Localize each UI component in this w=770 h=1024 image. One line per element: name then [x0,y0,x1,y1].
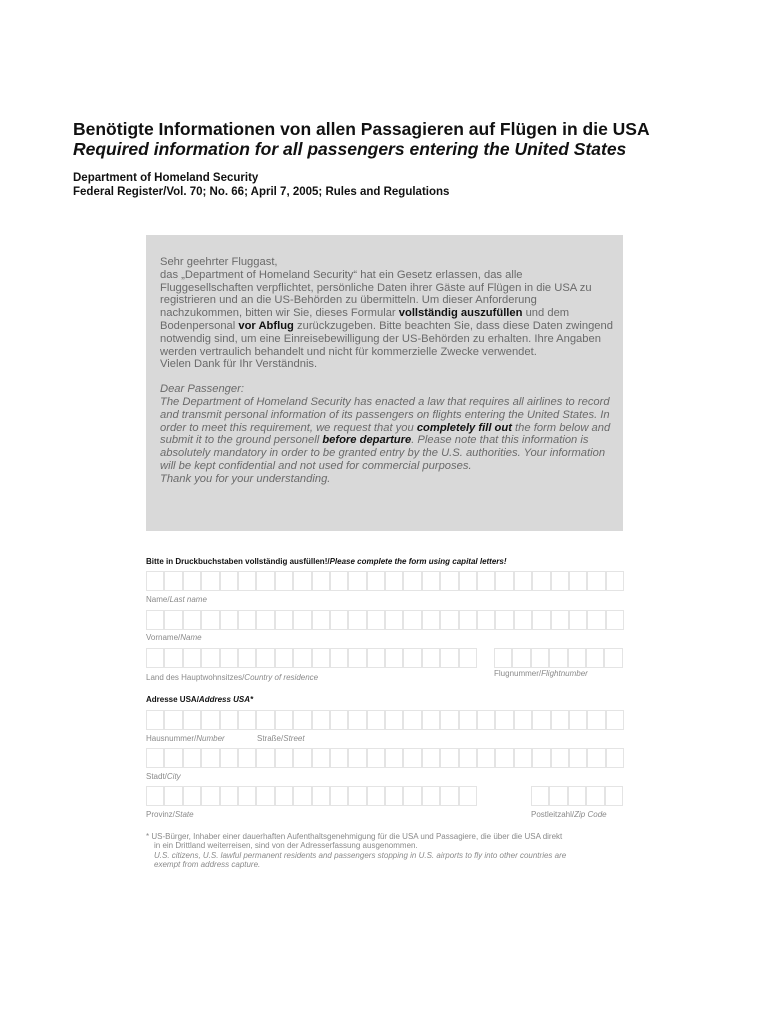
letter-box[interactable] [549,648,567,668]
letter-box[interactable] [586,786,604,806]
zip-code-boxes[interactable] [531,786,623,806]
letter-box[interactable] [587,710,605,730]
letter-box[interactable] [164,571,182,591]
letter-box[interactable] [367,571,385,591]
letter-box[interactable] [312,710,330,730]
emphasis-before-departure-en: before departure [322,434,412,447]
letter-box[interactable] [367,648,385,668]
letter-box[interactable] [293,748,311,768]
letter-box[interactable] [440,610,458,630]
letter-box[interactable] [146,748,164,768]
letter-box[interactable] [568,786,586,806]
last-name-boxes[interactable] [146,571,624,591]
letter-box[interactable] [494,648,512,668]
thanks-german: Vielen Dank für Ihr Verständnis. [160,358,318,371]
letter-box[interactable] [385,710,403,730]
letter-box[interactable] [293,571,311,591]
letter-box[interactable] [477,571,495,591]
letter-box[interactable] [532,571,550,591]
letter-box[interactable] [422,786,440,806]
title-german: Benötigte Informationen von allen Passagieren auf Flügen in die USA [73,119,650,139]
letter-box[interactable] [477,710,495,730]
letter-box[interactable] [514,610,532,630]
letter-box[interactable] [440,786,458,806]
letter-box[interactable] [238,610,256,630]
letter-box[interactable] [164,610,182,630]
letter-box[interactable] [164,786,182,806]
letter-box[interactable] [201,571,219,591]
letter-box[interactable] [459,610,477,630]
letter-box[interactable] [293,710,311,730]
letter-box[interactable] [164,648,182,668]
letter-box[interactable] [238,648,256,668]
letter-box[interactable] [256,648,274,668]
letter-box[interactable] [403,786,421,806]
letter-box[interactable] [514,710,532,730]
first-name-boxes[interactable] [146,610,624,630]
emphasis-before-departure-de: vor Abflug [238,319,294,332]
letter-box[interactable] [293,648,311,668]
letter-box[interactable] [586,648,604,668]
letter-box[interactable] [569,710,587,730]
letter-box[interactable] [348,786,366,806]
letter-box[interactable] [569,610,587,630]
letter-box[interactable] [385,571,403,591]
letter-box[interactable] [385,748,403,768]
letter-box[interactable] [348,710,366,730]
letter-box[interactable] [312,571,330,591]
letter-box[interactable] [440,571,458,591]
letter-box[interactable] [330,710,348,730]
letter-box[interactable] [293,786,311,806]
letter-box[interactable] [256,748,274,768]
address-section-heading: Adresse USA/Address USA* [146,695,254,704]
address-footnote: * US-Bürger, Inhaber einer dauerhaften Aufenthaltsgenehmigung für die USA und Passagiere, die über die USA direkt in ein Drittland weiterreisen, sind von der Adresserfassung ausgenommen. U.S. citizens, U.S. lawful permanent residents and passengers stopping in U.S. airports to fly into other countries are exempt from address capture. [146,832,567,870]
letter-box[interactable] [183,710,201,730]
flight-number-boxes[interactable] [494,648,623,668]
letter-box[interactable] [385,786,403,806]
letter-box[interactable] [348,748,366,768]
title-english: Required information for all passengers entering the United States [73,139,627,159]
letter-box[interactable] [256,610,274,630]
letter-box[interactable] [330,648,348,668]
letter-box[interactable] [512,648,530,668]
state-boxes[interactable] [146,786,477,806]
letter-box[interactable] [183,571,201,591]
letter-box[interactable] [201,748,219,768]
letter-box[interactable] [532,748,550,768]
letter-box[interactable] [495,748,513,768]
letter-box[interactable] [238,571,256,591]
letter-box[interactable] [312,748,330,768]
letter-box[interactable] [403,648,421,668]
letter-box[interactable] [459,648,477,668]
letter-box[interactable] [459,786,477,806]
letter-box[interactable] [532,610,550,630]
letter-box[interactable] [514,571,532,591]
letter-box[interactable] [275,710,293,730]
letter-box[interactable] [440,748,458,768]
flight-number-label: Flugnummer/Flightnumber [494,669,588,678]
letter-box[interactable] [403,571,421,591]
street-address-boxes[interactable] [146,710,624,730]
letter-box[interactable] [403,610,421,630]
letter-box[interactable] [312,786,330,806]
last-name-label: Name/Last name [146,595,207,604]
letter-box[interactable] [256,710,274,730]
letter-box[interactable] [146,571,164,591]
letter-box[interactable] [551,610,569,630]
federal-register-reference: Federal Register/Vol. 70; No. 66; April 7, 2005; Rules and Regulations [73,186,450,198]
letter-box[interactable] [183,648,201,668]
letter-box[interactable] [183,748,201,768]
letter-box[interactable] [495,710,513,730]
letter-box[interactable] [201,648,219,668]
letter-box[interactable] [385,648,403,668]
greeting-german: Sehr geehrter Fluggast, [160,256,278,268]
letter-box[interactable] [330,748,348,768]
letter-box[interactable] [256,571,274,591]
letter-box[interactable] [422,610,440,630]
letter-box[interactable] [568,648,586,668]
letter-box[interactable] [495,610,513,630]
letter-box[interactable] [569,571,587,591]
letter-box[interactable] [587,748,605,768]
letter-box[interactable] [422,748,440,768]
emphasis-complete-de: vollständig auszufüllen [398,307,523,320]
letter-box[interactable] [551,748,569,768]
letter-box[interactable] [220,648,238,668]
letter-box[interactable] [312,648,330,668]
letter-box[interactable] [459,748,477,768]
country-label: Land des Hauptwohnsitzes/Country of residence [146,673,319,682]
letter-box[interactable] [238,748,256,768]
letter-box[interactable] [495,571,513,591]
letter-box[interactable] [422,648,440,668]
letter-box[interactable] [146,648,164,668]
letter-box[interactable] [348,571,366,591]
letter-box[interactable] [146,710,164,730]
letter-box[interactable] [238,786,256,806]
thanks-english: Thank you for your understanding. [160,472,331,485]
letter-box[interactable] [220,571,238,591]
letter-box[interactable] [275,648,293,668]
letter-box[interactable] [201,786,219,806]
street-label: Straße/Street [257,734,305,743]
greeting-english: Dear Passenger: [160,383,244,396]
letter-box[interactable] [330,610,348,630]
letter-box[interactable] [569,748,587,768]
letter-box[interactable] [220,786,238,806]
letter-box[interactable] [459,571,477,591]
letter-box[interactable] [238,710,256,730]
state-label: Provinz/State [146,810,194,819]
letter-box[interactable] [403,748,421,768]
letter-box[interactable] [531,786,549,806]
letter-box[interactable] [164,710,182,730]
letter-box[interactable] [330,571,348,591]
notice-german: Sehr geehrter Fluggast, das „Department of Homeland Security“ hat ein Gesetz erlassen, das alle Fluggesellschaften verpflichtet, persönliche Daten ihrer Gäste auf Flügen in die USA zu registrieren und an die US-Behörden zu übermitteln. Um dieser Anforderung nachzukommen, bitten wir Sie, dieses Formular vollständig auszufüllen und dem Bodenpersonal vor Abflug zurückzugeben. Bitte beachten Sie, dass diese Daten zwingend notwendig sind, um eine Einreisebewilligung der US-Behörden zu erhalten. Ihre Angaben werden vertraulich behandelt und nicht für kommerzielle Zwecke verwendet. Vielen Dank für Ihr Verständnis. [160,256,613,371]
letter-box[interactable] [606,748,624,768]
letter-box[interactable] [220,748,238,768]
letter-box[interactable] [551,571,569,591]
letter-box[interactable] [183,610,201,630]
letter-box[interactable] [293,610,311,630]
letter-box[interactable] [551,710,569,730]
letter-box[interactable] [606,610,624,630]
zip-code-label: Postleitzahl/Zip Code [531,810,607,819]
letter-box[interactable] [459,710,477,730]
notice-english: Dear Passenger: The Department of Homeland Security has enacted a law that requires all airlines to record and transmit personal information of its passengers on flights entering the United States. In order to meet this requirement, we request that you completely fill out the form below and submit it to the ground personell before departure. Please note that this information is absolutely mandatory in order to be granted entry by the U.S. authorities. Your information will be kept confidential and not used for commercial purposes. Thank you for your understanding. [160,383,611,485]
emphasis-complete-en: completely fill out [416,421,512,434]
letter-box[interactable] [220,710,238,730]
department-name: Department of Homeland Security [73,172,259,184]
letter-box[interactable] [605,786,623,806]
letter-box[interactable] [477,610,495,630]
letter-box[interactable] [201,710,219,730]
letter-box[interactable] [367,786,385,806]
letter-box[interactable] [275,748,293,768]
letter-box[interactable] [348,648,366,668]
letter-box[interactable] [422,710,440,730]
letter-box[interactable] [183,786,201,806]
letter-box[interactable] [275,610,293,630]
letter-box[interactable] [256,786,274,806]
letter-box[interactable] [146,786,164,806]
letter-box[interactable] [549,786,567,806]
letter-box[interactable] [606,571,624,591]
letter-box[interactable] [422,571,440,591]
letter-box[interactable] [606,710,624,730]
letter-box[interactable] [532,710,550,730]
letter-box[interactable] [367,748,385,768]
country-boxes[interactable] [146,648,477,668]
first-name-label: Vorname/Name [146,633,202,642]
letter-box[interactable] [330,786,348,806]
letter-box[interactable] [220,610,238,630]
letter-box[interactable] [367,710,385,730]
letter-box[interactable] [348,610,366,630]
letter-box[interactable] [275,571,293,591]
letter-box[interactable] [514,748,532,768]
form-instruction: Bitte in Druckbuchstaben vollständig ausfüllen!/Please complete the form using capital letters! [146,557,507,566]
letter-box[interactable] [201,610,219,630]
letter-box[interactable] [587,610,605,630]
letter-box[interactable] [164,748,182,768]
letter-box[interactable] [440,710,458,730]
letter-box[interactable] [385,610,403,630]
letter-box[interactable] [312,610,330,630]
department-reference [73,171,449,199]
passenger-notice-box [146,235,623,531]
letter-box[interactable] [531,648,549,668]
letter-box[interactable] [587,571,605,591]
letter-box[interactable] [146,610,164,630]
city-boxes[interactable] [146,748,624,768]
letter-box[interactable] [367,610,385,630]
letter-box[interactable] [477,748,495,768]
letter-box[interactable] [604,648,622,668]
city-label: Stadt/City [146,772,181,781]
letter-box[interactable] [403,710,421,730]
letter-box[interactable] [275,786,293,806]
house-number-label: Hausnummer/Number [146,734,225,743]
letter-box[interactable] [440,648,458,668]
